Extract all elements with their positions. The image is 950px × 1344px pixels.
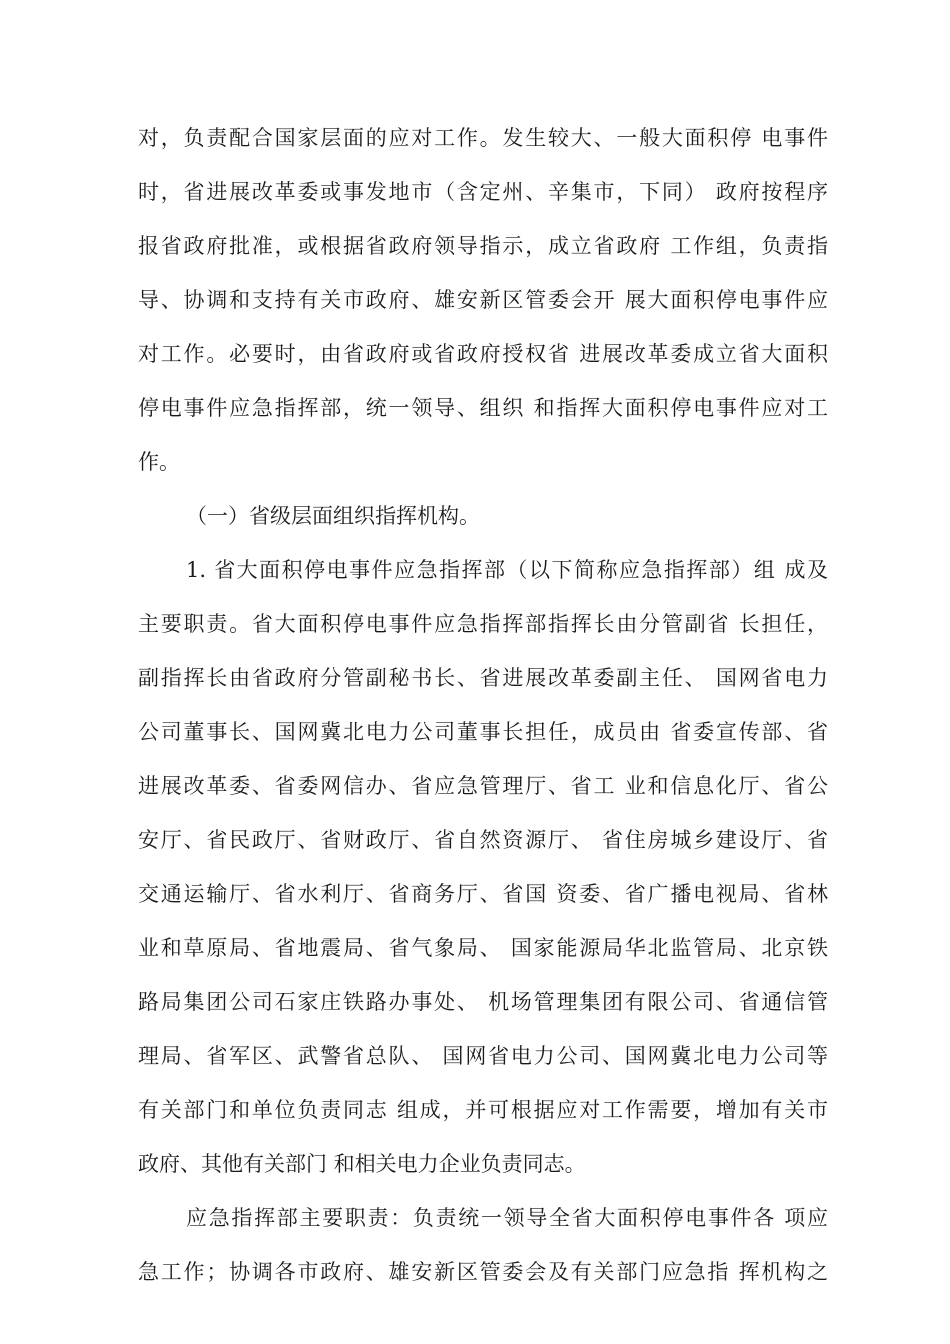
text-line: 时，省进展改革委或事发地市（含定州、辛集市，下同） 政府按程序 <box>138 180 828 204</box>
section-heading: （一）省级层面组织指挥机构。 <box>186 504 480 528</box>
text-line: 应急指挥部主要职责：负责统一领导全省大面积停电事件各 项应 <box>186 1206 828 1230</box>
text-line: 停电事件应急指挥部，统一领导、组织 和指挥大面积停电事件应对工 <box>138 396 828 420</box>
text-line: 政府、其他有关部门 和相关电力企业负责同志。 <box>138 1152 586 1176</box>
text-line: 公司董事长、国网冀北电力公司董事长担任，成员由 省委宣传部、省 <box>138 720 828 744</box>
text-line: 报省政府批准，或根据省政府领导指示，成立省政府 工作组，负责指 <box>138 234 828 258</box>
text-line: 进展改革委、省委网信办、省应急管理厅、省工 业和信息化厅、省公 <box>138 774 828 798</box>
text-line: 急工作；协调各市政府、雄安新区管委会及有关部门应急指 挥机构之 <box>138 1260 828 1284</box>
text-line: 路局集团公司石家庄铁路办事处、 机场管理集团有限公司、省通信管 <box>138 990 828 1014</box>
text-line: 理局、省军区、武警省总队、 国网省电力公司、国网冀北电力公司等 <box>138 1044 828 1068</box>
text-line: 安厅、省民政厅、省财政厅、省自然资源厅、 省住房城乡建设厅、省 <box>138 828 828 852</box>
text-line: 导、协调和支持有关市政府、雄安新区管委会开 展大面积停电事件应 <box>138 288 828 312</box>
text-line: 对工作。必要时，由省政府或省政府授权省 进展改革委成立省大面积 <box>138 342 828 366</box>
text-line: 主要职责。省大面积停电事件应急指挥部指挥长由分管副省 长担任， <box>138 612 828 636</box>
text-line: 交通运输厅、省水利厅、省商务厅、省国 资委、省广播电视局、省林 <box>138 882 828 906</box>
text-line: 有关部门和单位负责同志 组成，并可根据应对工作需要，增加有关市 <box>138 1098 828 1122</box>
text-line: 对，负责配合国家层面的应对工作。发生较大、一般大面积停 电事件 <box>138 126 828 150</box>
text-line: 1. 省大面积停电事件应急指挥部（以下简称应急指挥部）组 成及 <box>186 558 828 582</box>
text-line: 业和草原局、省地震局、省气象局、 国家能源局华北监管局、北京铁 <box>138 936 828 960</box>
text-line: 副指挥长由省政府分管副秘书长、省进展改革委副主任、 国网省电力 <box>138 666 828 690</box>
text-line: 作。 <box>138 450 180 474</box>
